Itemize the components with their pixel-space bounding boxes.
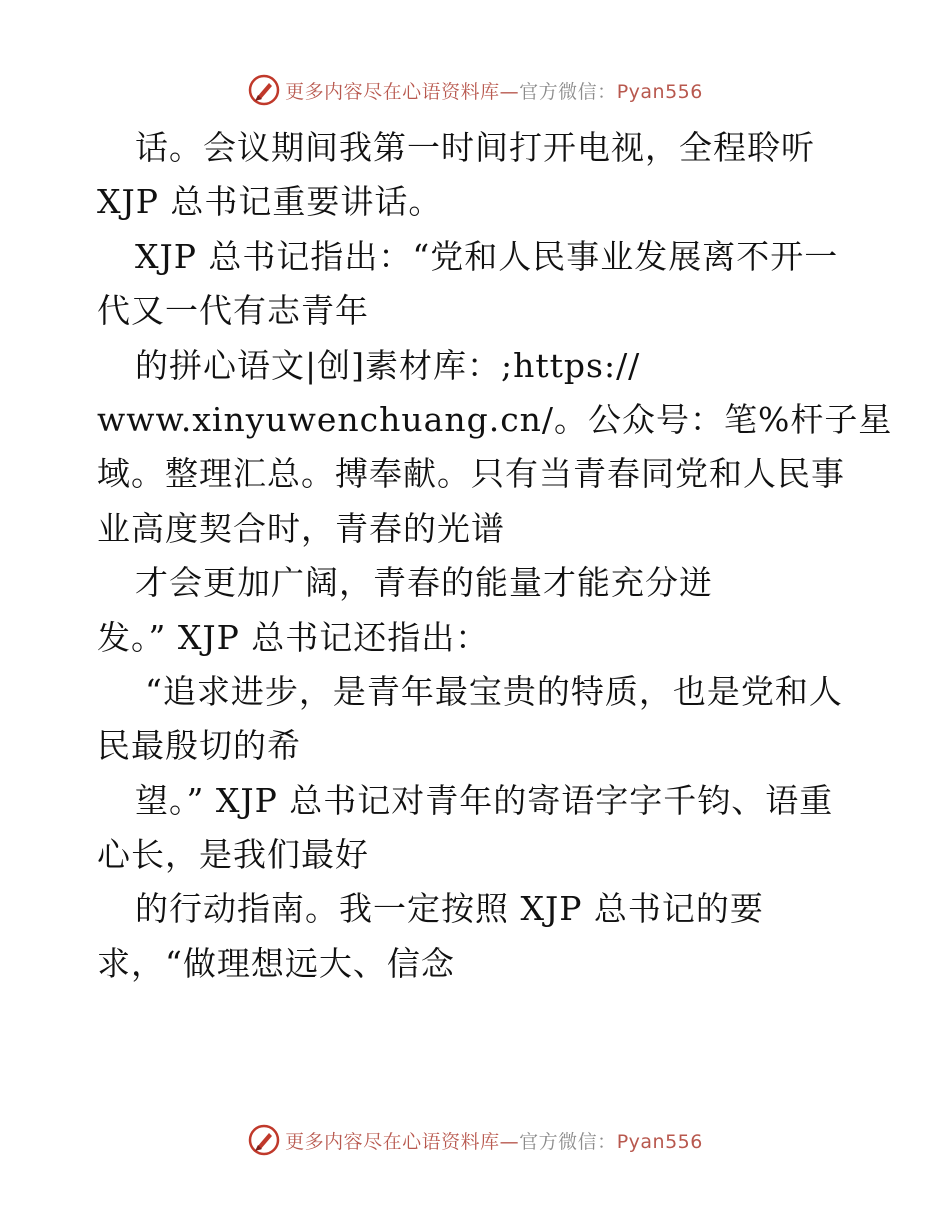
footer-banner-wechat-id: Pyan556 xyxy=(616,1130,703,1153)
body-line: “追求进步，是青年最宝贵的特质，也是党和人 xyxy=(145,671,843,711)
body-line: 心长，是我们最好 xyxy=(97,835,369,875)
footer-banner xyxy=(0,1120,950,1160)
pen-nib-logo-icon xyxy=(247,1123,281,1157)
body-line: 民最殷切的希 xyxy=(97,726,301,766)
body-line: 求，“做理想远大、信念 xyxy=(97,943,455,983)
pen-nib-logo-icon xyxy=(247,73,281,107)
body-line: 域。整理汇总。搏奉献。只有当青春同党和人民事 xyxy=(97,454,845,494)
header-banner-dash: — xyxy=(499,80,520,103)
footer-banner-text xyxy=(285,1127,703,1154)
footer-banner-main: 更多内容尽在心语资料库 xyxy=(285,1130,500,1153)
footer-banner-dash: — xyxy=(499,1130,520,1153)
body-line: 代又一代有志青年 xyxy=(97,291,369,331)
header-banner-main: 更多内容尽在心语资料库 xyxy=(285,80,500,103)
body-line: 发。” XJP 总书记还指出： xyxy=(97,617,490,657)
header-banner-label: 官方微信： xyxy=(519,80,617,103)
body-line: 的行动指南。我一定按照 XJP 总书记的要 xyxy=(135,889,764,929)
header-banner-text xyxy=(285,77,703,104)
body-line: 才会更加广阔，青春的能量才能充分迸 xyxy=(135,563,713,603)
body-line: 话。会议期间我第一时间打开电视，全程聆听 xyxy=(135,128,815,167)
header-banner xyxy=(0,70,950,110)
body-line: XJP 总书记重要讲话。 xyxy=(97,182,443,222)
body-line: 望。” XJP 总书记对青年的寄语字字千钧、语重 xyxy=(135,780,834,820)
footer-banner-label: 官方微信： xyxy=(519,1130,617,1153)
body-line: 业高度契合时，青春的光谱 xyxy=(97,508,505,548)
body-line: www.xinyuwenchuang.cn/。公众号：笔%杆子星 xyxy=(97,399,893,439)
body-line: 的拼心语文|创]素材库：;https:// xyxy=(135,345,641,385)
document-body xyxy=(97,121,893,991)
body-line: XJP 总书记指出：“党和人民事业发展离不开一 xyxy=(135,236,839,276)
header-banner-wechat-id: Pyan556 xyxy=(616,80,703,103)
